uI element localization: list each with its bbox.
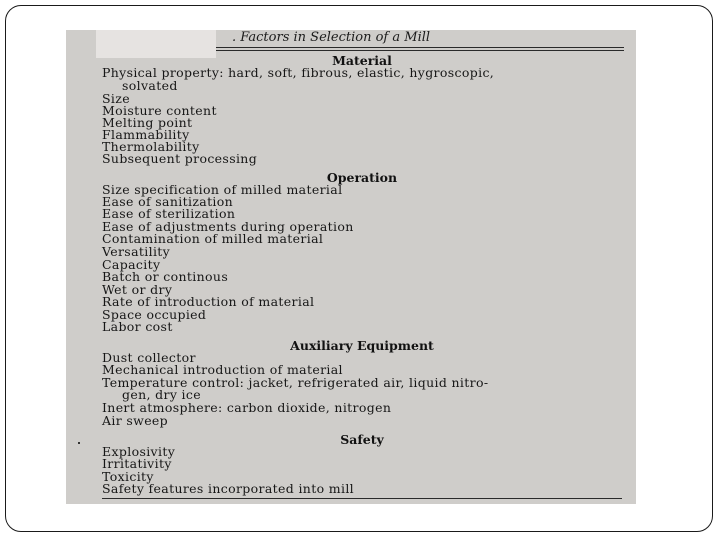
- list-item: Dust collector: [102, 350, 196, 365]
- section-heading-material: Material: [332, 53, 392, 68]
- list-item: Melting point: [102, 115, 193, 130]
- list-item: Thermolability: [102, 139, 200, 154]
- title-rule: [216, 50, 624, 51]
- list-item: Space occupied: [102, 307, 207, 322]
- list-item: Batch or continous: [102, 269, 229, 284]
- scan-speck: [78, 442, 80, 444]
- list-item: Toxicity: [102, 469, 154, 484]
- list-item: Versatility: [102, 244, 171, 259]
- section-heading-auxiliary-equipment: Auxiliary Equipment: [290, 338, 434, 353]
- section-heading-safety: Safety: [340, 432, 384, 447]
- scanned-table-image: [66, 30, 636, 504]
- list-item: gen, dry ice: [122, 387, 202, 402]
- list-item: Physical property: hard, soft, fibrous, elastic, hygroscopic,: [102, 65, 495, 80]
- list-item: Mechanical introduction of material: [102, 362, 343, 377]
- list-item: Ease of adjustments during operation: [102, 219, 354, 234]
- list-item: Air sweep: [102, 413, 169, 428]
- list-item: Size specification of milled material: [102, 182, 343, 197]
- title-rule: [216, 47, 624, 48]
- list-item: Temperature control: jacket, refrigerated air, liquid nitro-: [102, 375, 489, 390]
- list-item: Ease of sanitization: [102, 194, 234, 209]
- list-item: Explosivity: [102, 444, 176, 459]
- list-item: Ease of sterilization: [102, 206, 236, 221]
- table-title: . Factors in Selection of a Mill: [232, 30, 431, 45]
- list-item: Safety features incorporated into mill: [102, 481, 355, 496]
- list-item: Irritativity: [102, 456, 172, 471]
- list-item: Wet or dry: [102, 282, 173, 297]
- list-item: Rate of introduction of material: [102, 294, 315, 309]
- list-item: solvated: [122, 78, 178, 93]
- list-item: Flammability: [102, 127, 190, 142]
- list-item: Size: [102, 91, 130, 106]
- list-item: Contamination of milled material: [102, 231, 324, 246]
- list-item: Labor cost: [102, 319, 173, 334]
- list-item: Inert atmosphere: carbon dioxide, nitrogen: [102, 400, 392, 415]
- section-heading-operation: Operation: [326, 170, 398, 185]
- list-item: Moisture content: [102, 103, 217, 118]
- list-item: Capacity: [102, 257, 161, 272]
- bottom-rule: [102, 498, 622, 499]
- list-item: Subsequent processing: [102, 151, 258, 166]
